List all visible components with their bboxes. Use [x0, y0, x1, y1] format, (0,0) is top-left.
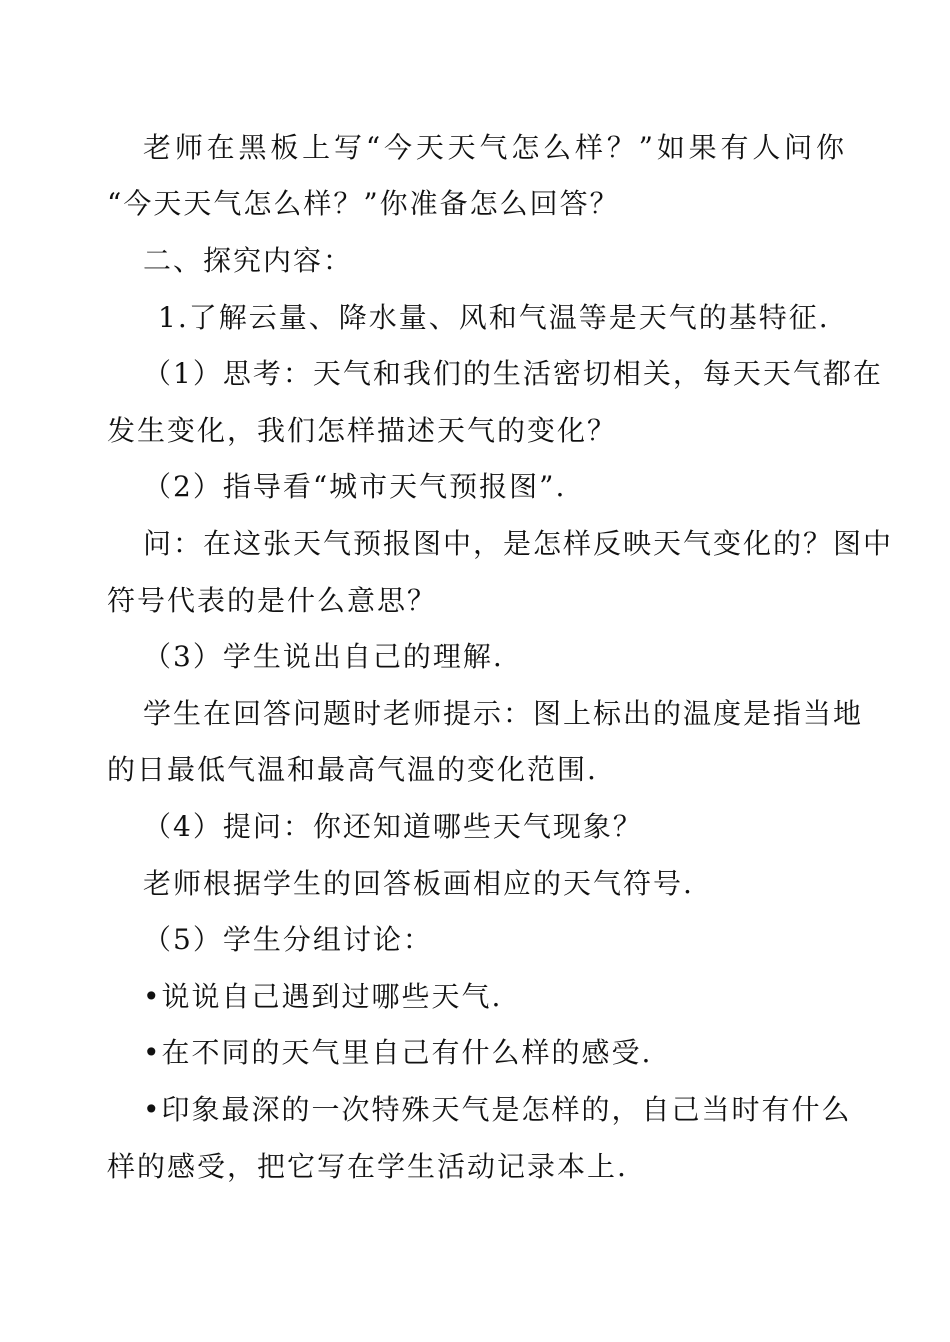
paragraph-line: 学生在回答问题时老师提示：图上标出的温度是指当地 — [143, 697, 864, 730]
paragraph-line: 样的感受，把它写在学生活动记录本上. — [107, 1150, 628, 1183]
section-heading: 二、探究内容： — [143, 244, 354, 277]
paragraph-line: “今天天气怎么样？”你准备怎么回答？ — [107, 187, 620, 220]
paragraph-line: （1）思考：天气和我们的生活密切相关，每天天气都在 — [143, 357, 883, 390]
paragraph-line: （4）提问：你还知道哪些天气现象？ — [143, 810, 643, 843]
paragraph-line: （3）学生说出自己的理解. — [143, 640, 504, 673]
bullet-item: •说说自己遇到过哪些天气. — [143, 980, 503, 1013]
paragraph-line: （2）指导看“城市天气预报图”. — [143, 470, 567, 503]
bullet-item: •在不同的天气里自己有什么样的感受. — [143, 1036, 653, 1069]
paragraph-line: 的日最低气温和最高气温的变化范围. — [107, 753, 598, 786]
paragraph-line: 发生变化，我们怎样描述天气的变化？ — [107, 414, 618, 447]
paragraph-line: （5）学生分组讨论： — [143, 923, 433, 956]
paragraph-line: 问：在这张天气预报图中，是怎样反映天气变化的？图中 — [143, 527, 894, 560]
paragraph-line: 老师在黑板上写“今天天气怎么样？”如果有人问你 — [143, 131, 846, 164]
list-item: 1.了解云量、降水量、风和气温等是天气的基特征. — [158, 301, 830, 334]
paragraph-line: 符号代表的是什么意思？ — [107, 584, 438, 617]
paragraph-line: 老师根据学生的回答板画相应的天气符号. — [143, 867, 694, 900]
bullet-item: •印象最深的一次特殊天气是怎样的，自己当时有什么 — [143, 1093, 852, 1126]
